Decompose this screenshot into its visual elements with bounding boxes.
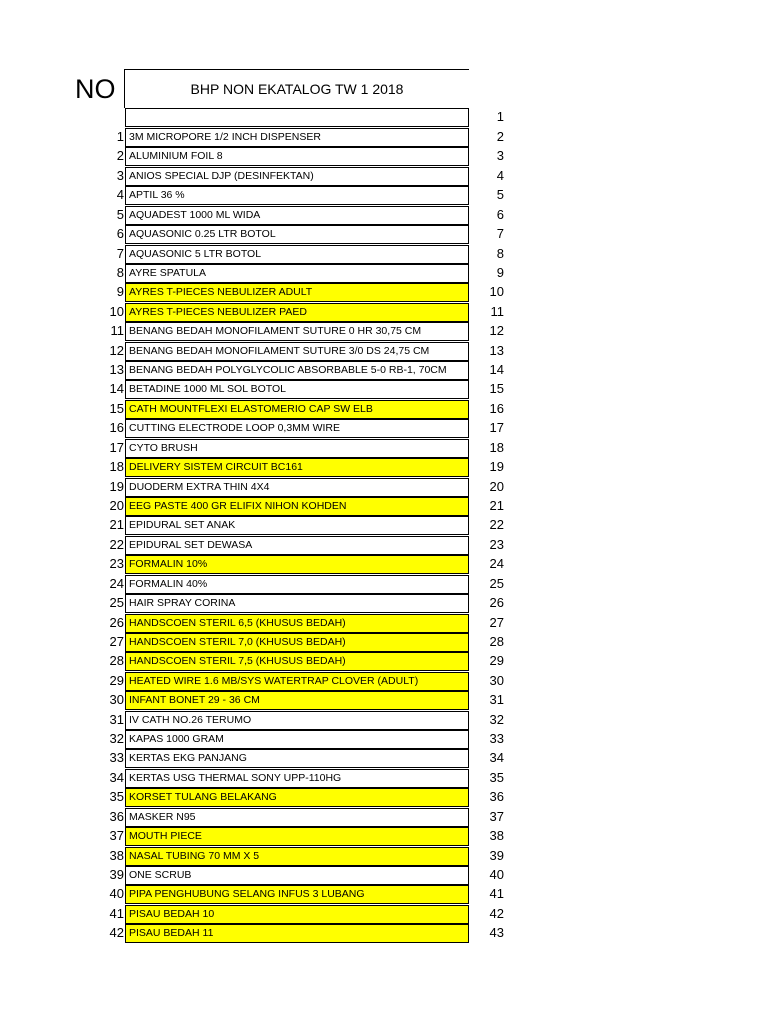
right-row-number: 41 bbox=[489, 886, 504, 901]
right-row-number: 35 bbox=[489, 770, 504, 785]
right-row-number: 18 bbox=[489, 440, 504, 455]
item-cell: KORSET TULANG BELAKANG bbox=[125, 788, 469, 807]
row-number: 6 bbox=[116, 226, 124, 241]
item-cell: DUODERM EXTRA THIN 4X4 bbox=[125, 478, 469, 497]
item-cell: HANDSCOEN STERIL 7,0 (KHUSUS BEDAH) bbox=[125, 633, 469, 652]
item-cell: CUTTING ELECTRODE LOOP 0,3MM WIRE bbox=[125, 419, 469, 438]
right-row-number: 39 bbox=[489, 848, 504, 863]
right-row-number: 37 bbox=[489, 809, 504, 824]
right-row-number: 22 bbox=[489, 517, 504, 532]
item-cell: BETADINE 1000 ML SOL BOTOL bbox=[125, 380, 469, 399]
item-cell: KAPAS 1000 GRAM bbox=[125, 730, 469, 749]
right-row-number: 29 bbox=[489, 653, 504, 668]
row-number: 14 bbox=[109, 381, 124, 396]
item-cell: CATH MOUNTFLEXI ELASTOMERIO CAP SW ELB bbox=[125, 400, 469, 419]
item-cell: MOUTH PIECE bbox=[125, 827, 469, 846]
row-number: 12 bbox=[109, 343, 124, 358]
item-cell: AQUASONIC 5 LTR BOTOL bbox=[125, 245, 469, 264]
row-number: 5 bbox=[116, 207, 124, 222]
row-number: 42 bbox=[109, 925, 124, 940]
row-number: 41 bbox=[109, 906, 124, 921]
row-number: 3 bbox=[116, 168, 124, 183]
no-column-header: NO bbox=[75, 74, 116, 104]
item-cell: HANDSCOEN STERIL 7,5 (KHUSUS BEDAH) bbox=[125, 652, 469, 671]
item-cell: BENANG BEDAH POLYGLYCOLIC ABSORBABLE 5-0 RB-1, 70CM bbox=[125, 361, 469, 380]
right-row-number: 5 bbox=[496, 187, 504, 202]
right-row-number: 7 bbox=[496, 226, 504, 241]
row-number: 19 bbox=[109, 479, 124, 494]
row-number: 31 bbox=[109, 712, 124, 727]
item-cell: KERTAS EKG PANJANG bbox=[125, 749, 469, 768]
item-cell: KERTAS USG THERMAL SONY UPP-110HG bbox=[125, 769, 469, 788]
right-row-number: 11 bbox=[490, 304, 504, 319]
right-row-number: 19 bbox=[489, 459, 504, 474]
row-number: 26 bbox=[109, 615, 124, 630]
row-number: 33 bbox=[109, 750, 124, 765]
right-row-number: 6 bbox=[496, 207, 504, 222]
right-row-number: 20 bbox=[489, 479, 504, 494]
row-number: 37 bbox=[109, 828, 124, 843]
right-row-number: 3 bbox=[496, 148, 504, 163]
item-cell: EEG PASTE 400 GR ELIFIX NIHON KOHDEN bbox=[125, 497, 469, 516]
item-cell: ONE SCRUB bbox=[125, 866, 469, 885]
row-number: 17 bbox=[109, 440, 124, 455]
right-row-number: 4 bbox=[496, 168, 504, 183]
blank-item-cell bbox=[125, 108, 469, 127]
item-cell: MASKER N95 bbox=[125, 808, 469, 827]
item-cell: FORMALIN 10% bbox=[125, 555, 469, 574]
row-number: 9 bbox=[116, 284, 124, 299]
row-number: 8 bbox=[116, 265, 124, 280]
right-row-number: 28 bbox=[489, 634, 504, 649]
right-row-number: 27 bbox=[489, 615, 504, 630]
sheet-title: BHP NON EKATALOG TW 1 2018 bbox=[124, 69, 469, 108]
row-number: 32 bbox=[109, 731, 124, 746]
row-number: 36 bbox=[109, 809, 124, 824]
right-row-number: 12 bbox=[489, 323, 504, 338]
right-row-number: 13 bbox=[489, 343, 504, 358]
row-number: 11 bbox=[110, 323, 124, 338]
item-cell: APTIL 36 % bbox=[125, 186, 469, 205]
row-number: 20 bbox=[109, 498, 124, 513]
right-row-number: 26 bbox=[489, 595, 504, 610]
right-row-number: 24 bbox=[489, 556, 504, 571]
row-number: 16 bbox=[109, 420, 124, 435]
item-cell: EPIDURAL SET ANAK bbox=[125, 516, 469, 535]
right-row-number: 16 bbox=[489, 401, 504, 416]
right-row-number: 33 bbox=[489, 731, 504, 746]
item-cell: PIPA PENGHUBUNG SELANG INFUS 3 LUBANG bbox=[125, 885, 469, 904]
row-number: 40 bbox=[109, 886, 124, 901]
right-row-number: 34 bbox=[489, 750, 504, 765]
right-row-number: 10 bbox=[489, 284, 504, 299]
item-cell: AYRES T-PIECES NEBULIZER PAED bbox=[125, 303, 469, 322]
row-number: 24 bbox=[109, 576, 124, 591]
row-number: 38 bbox=[109, 848, 124, 863]
right-row-number: 40 bbox=[489, 867, 504, 882]
right-row-number: 30 bbox=[489, 673, 504, 688]
item-cell: INFANT BONET 29 - 36 CM bbox=[125, 691, 469, 710]
row-number: 35 bbox=[109, 789, 124, 804]
row-number: 30 bbox=[109, 692, 124, 707]
item-cell: IV CATH NO.26 TERUMO bbox=[125, 711, 469, 730]
row-number: 23 bbox=[109, 556, 124, 571]
right-row-number: 38 bbox=[489, 828, 504, 843]
row-number: 2 bbox=[116, 148, 124, 163]
item-cell: DELIVERY SISTEM CIRCUIT BC161 bbox=[125, 458, 469, 477]
item-cell: AYRES T-PIECES NEBULIZER ADULT bbox=[125, 283, 469, 302]
item-cell: FORMALIN 40% bbox=[125, 575, 469, 594]
right-row-number: 42 bbox=[489, 906, 504, 921]
item-cell: 3M MICROPORE 1/2 INCH DISPENSER bbox=[125, 128, 469, 147]
item-cell: PISAU BEDAH 10 bbox=[125, 905, 469, 924]
right-row-number: 8 bbox=[496, 246, 504, 261]
right-row-number: 32 bbox=[489, 712, 504, 727]
row-number: 34 bbox=[109, 770, 124, 785]
right-row-number: 43 bbox=[489, 925, 504, 940]
item-cell: AQUADEST 1000 ML WIDA bbox=[125, 206, 469, 225]
item-cell: ALUMINIUM FOIL 8 bbox=[125, 147, 469, 166]
right-row-number: 25 bbox=[489, 576, 504, 591]
row-number: 39 bbox=[109, 867, 124, 882]
right-row-number: 14 bbox=[489, 362, 504, 377]
row-number: 1 bbox=[116, 129, 124, 144]
right-row-number: 9 bbox=[496, 265, 504, 280]
right-row-number: 17 bbox=[489, 420, 504, 435]
row-number: 27 bbox=[109, 634, 124, 649]
row-number: 7 bbox=[116, 246, 124, 261]
right-row-number: 2 bbox=[496, 129, 504, 144]
item-cell: HAIR SPRAY CORINA bbox=[125, 594, 469, 613]
item-cell: BENANG BEDAH MONOFILAMENT SUTURE 0 HR 30,75 CM bbox=[125, 322, 469, 341]
row-number: 4 bbox=[116, 187, 124, 202]
item-cell: ANIOS SPECIAL DJP (DESINFEKTAN) bbox=[125, 167, 469, 186]
right-row-number: 36 bbox=[489, 789, 504, 804]
item-cell: PISAU BEDAH 11 bbox=[125, 924, 469, 943]
item-cell: HEATED WIRE 1.6 MB/SYS WATERTRAP CLOVER (ADULT) bbox=[125, 672, 469, 691]
item-cell: AQUASONIC 0.25 LTR BOTOL bbox=[125, 225, 469, 244]
row-number: 28 bbox=[109, 653, 124, 668]
right-row-number: 31 bbox=[489, 692, 504, 707]
row-number: 29 bbox=[109, 673, 124, 688]
right-row-number: 15 bbox=[489, 381, 504, 396]
row-number: 10 bbox=[109, 304, 124, 319]
row-number: 21 bbox=[109, 517, 124, 532]
row-number: 13 bbox=[109, 362, 124, 377]
item-cell: AYRE SPATULA bbox=[125, 264, 469, 283]
right-row-number: 23 bbox=[489, 537, 504, 552]
row-number: 15 bbox=[109, 401, 124, 416]
row-number: 25 bbox=[109, 595, 124, 610]
item-cell: EPIDURAL SET DEWASA bbox=[125, 536, 469, 555]
item-cell: BENANG BEDAH MONOFILAMENT SUTURE 3/0 DS 24,75 CM bbox=[125, 342, 469, 361]
item-cell: HANDSCOEN STERIL 6,5 (KHUSUS BEDAH) bbox=[125, 614, 469, 633]
item-cell: NASAL TUBING 70 MM X 5 bbox=[125, 847, 469, 866]
item-cell: CYTO BRUSH bbox=[125, 439, 469, 458]
row-number: 22 bbox=[109, 537, 124, 552]
right-row-number: 1 bbox=[496, 109, 504, 124]
right-row-number: 21 bbox=[489, 498, 504, 513]
row-number: 18 bbox=[109, 459, 124, 474]
